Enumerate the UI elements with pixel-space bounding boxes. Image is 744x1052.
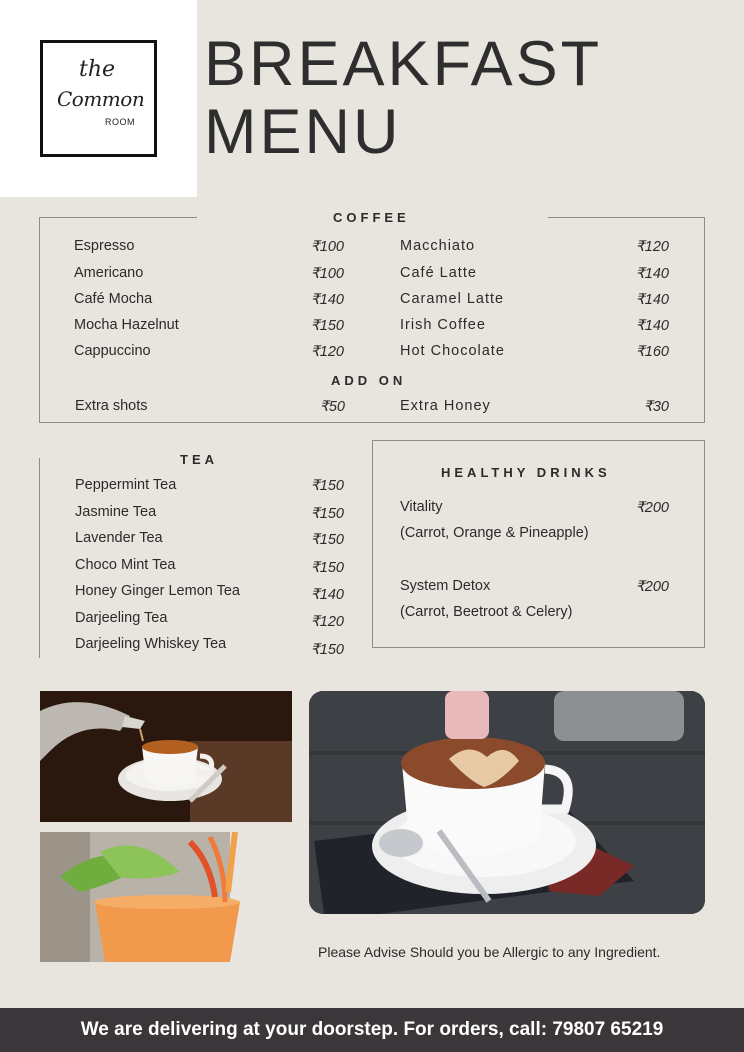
tea-pouring-photo bbox=[40, 691, 292, 822]
coffee-item-name: Cappuccino bbox=[74, 343, 151, 359]
coffee-item-name: Hot Chocolate bbox=[400, 343, 505, 359]
delivery-footer bbox=[0, 1008, 744, 1052]
coffee-item-price: ₹150 bbox=[310, 318, 344, 334]
tea-item-name: Jasmine Tea bbox=[75, 504, 157, 520]
coffee-item-price: ₹120 bbox=[635, 239, 669, 255]
coffee-item-price: ₹100 bbox=[310, 239, 344, 255]
healthy-item-desc: (Carrot, Orange & Pineapple) bbox=[400, 525, 589, 541]
delivery-footer-text: We are delivering at your doorstep. For orders, call: 79807 65219 bbox=[80, 1019, 664, 1040]
tea-item-name: Honey Ginger Lemon Tea bbox=[75, 583, 240, 599]
coffee-item-name: Irish Coffee bbox=[400, 317, 486, 333]
healthy-item-price: ₹200 bbox=[635, 579, 669, 595]
logo-word-common: Common bbox=[57, 87, 145, 111]
tea-item-name: Peppermint Tea bbox=[75, 477, 177, 493]
healthy-drinks-heading: HEALTHY DRINKS bbox=[441, 465, 611, 480]
tea-item-price: ₹150 bbox=[310, 560, 344, 576]
coffee-item-price: ₹120 bbox=[310, 344, 344, 360]
logo-word-the: the bbox=[79, 57, 116, 82]
coffee-item-price: ₹140 bbox=[635, 318, 669, 334]
coffee-item-name: Americano bbox=[74, 265, 144, 281]
addon-item-name: Extra shots bbox=[75, 398, 148, 414]
coffee-item-name: Mocha Hazelnut bbox=[74, 317, 179, 333]
coffee-item-name: Espresso bbox=[74, 238, 135, 254]
logo-panel bbox=[0, 0, 197, 197]
healthy-item-name: Vitality bbox=[400, 499, 443, 515]
healthy-item-desc: (Carrot, Beetroot & Celery) bbox=[400, 604, 573, 620]
tea-item-price: ₹150 bbox=[310, 642, 344, 658]
addon-item-price: ₹30 bbox=[643, 399, 669, 415]
tea-item-price: ₹150 bbox=[310, 478, 344, 494]
allergy-note: Please Advise Should you be Allergic to any Ingredient. bbox=[318, 944, 661, 960]
addon-heading: ADD ON bbox=[331, 373, 407, 388]
latte-photo bbox=[309, 691, 705, 914]
tea-item-name: Darjeeling Whiskey Tea bbox=[75, 636, 227, 652]
coffee-item-price: ₹140 bbox=[635, 266, 669, 282]
coffee-heading: COFFEE bbox=[333, 210, 410, 225]
logo-word-room: ROOM bbox=[105, 117, 135, 127]
fruit-juice-photo bbox=[40, 832, 292, 962]
tea-item-price: ₹120 bbox=[310, 614, 344, 630]
logo bbox=[40, 40, 157, 157]
coffee-item-price: ₹160 bbox=[635, 344, 669, 360]
tea-item-price: ₹140 bbox=[310, 587, 344, 603]
tea-item-name: Lavender Tea bbox=[75, 530, 163, 546]
coffee-item-name: Caramel Latte bbox=[400, 291, 505, 307]
page-title bbox=[204, 30, 602, 166]
healthy-item-name: System Detox bbox=[400, 578, 491, 594]
title-line-2: MENU bbox=[204, 97, 402, 167]
coffee-item-name: Café Latte bbox=[400, 265, 477, 281]
coffee-item-price: ₹140 bbox=[310, 292, 344, 308]
tea-heading: TEA bbox=[180, 452, 218, 467]
coffee-item-name: Café Mocha bbox=[74, 291, 153, 307]
coffee-item-name: Macchiato bbox=[400, 238, 476, 254]
coffee-item-price: ₹100 bbox=[310, 266, 344, 282]
tea-section-border bbox=[39, 458, 40, 658]
title-line-1: BREAKFAST bbox=[204, 29, 603, 99]
tea-item-name: Choco Mint Tea bbox=[75, 557, 176, 573]
healthy-item-price: ₹200 bbox=[635, 500, 669, 516]
tea-item-price: ₹150 bbox=[310, 506, 344, 522]
tea-item-name: Darjeeling Tea bbox=[75, 610, 168, 626]
addon-item-price: ₹50 bbox=[319, 399, 345, 415]
addon-item-name: Extra Honey bbox=[400, 398, 491, 414]
tea-item-price: ₹150 bbox=[310, 532, 344, 548]
coffee-item-price: ₹140 bbox=[635, 292, 669, 308]
